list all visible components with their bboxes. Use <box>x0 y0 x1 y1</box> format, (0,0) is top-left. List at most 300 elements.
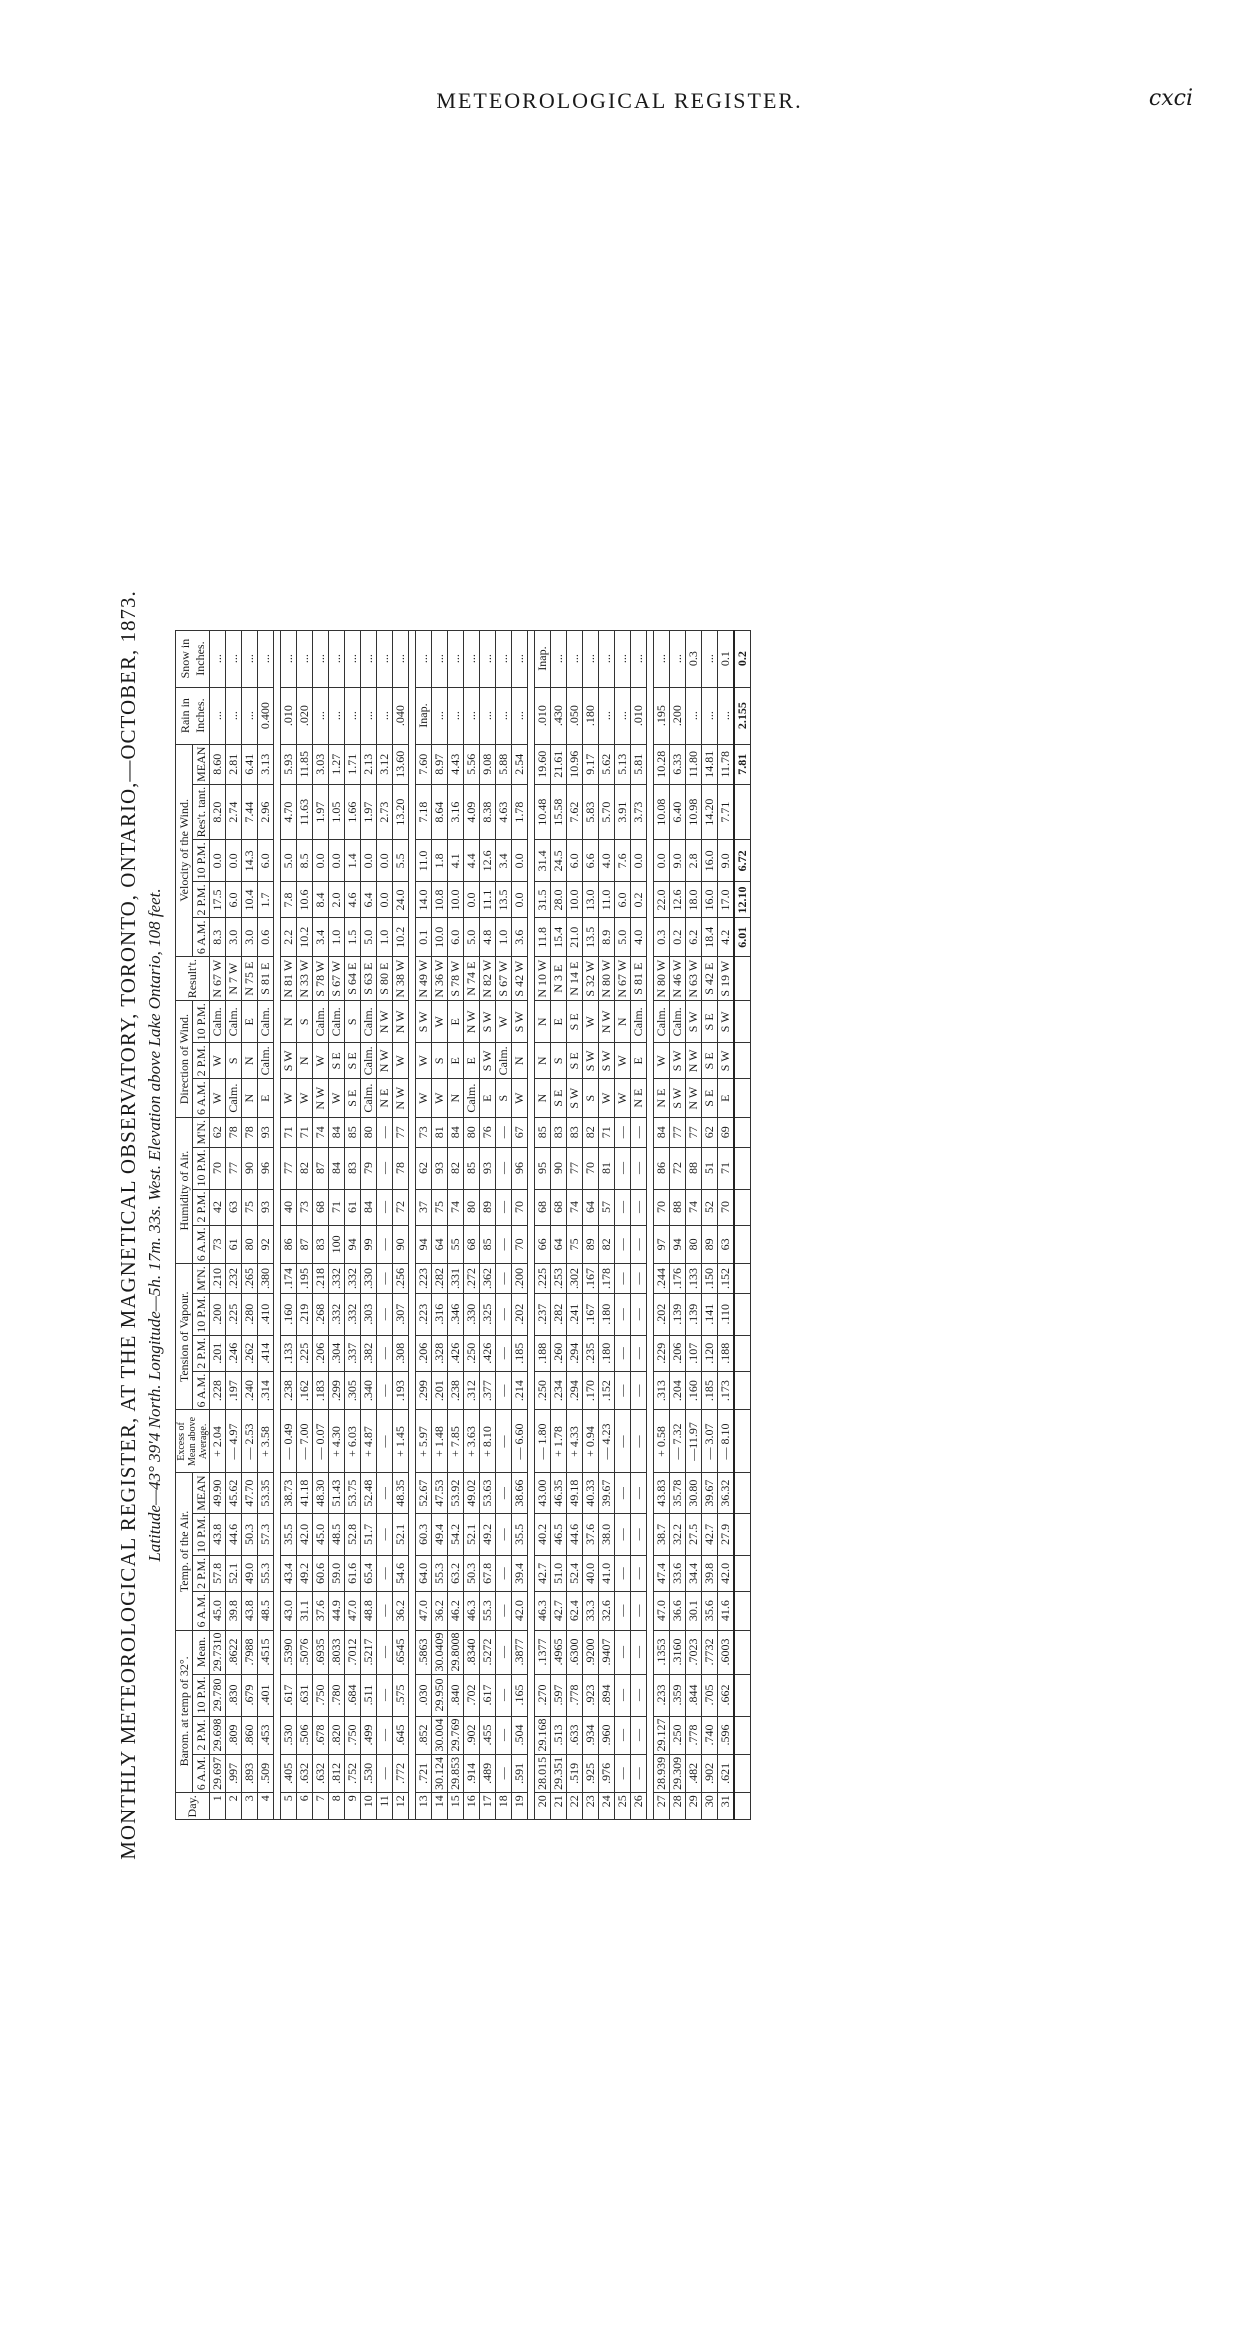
table-row <box>297 630 313 1820</box>
velocity-cell: 2.2 <box>281 918 297 957</box>
velocity-cell: 14.20 <box>702 784 718 840</box>
temp-cell: 52.1 <box>393 1513 409 1555</box>
velocity-cell: 7.6 <box>615 840 631 882</box>
resultant-cell: N 75 E <box>242 957 258 1001</box>
direction-cell: S <box>432 1043 448 1079</box>
barom-cell: .591 <box>512 1754 528 1793</box>
temp-cell: — <box>615 1591 631 1630</box>
resultant-cell: N 74 E <box>464 957 480 1001</box>
temp-cell: 43.8 <box>210 1513 226 1555</box>
humidity-cell: 70 <box>512 1225 528 1264</box>
humidity-cell: 71 <box>329 1189 345 1225</box>
velocity-cell: 10.28 <box>654 744 670 784</box>
snow-cell: ... <box>464 630 480 687</box>
vapour-cell: — <box>615 1293 631 1335</box>
temp-cell: 41.6 <box>718 1591 735 1630</box>
velocity-subheader: 10 P.M. <box>193 840 210 882</box>
barom-cell: .820 <box>329 1716 345 1754</box>
temp-cell: 48.8 <box>361 1591 377 1630</box>
barom-cell: .812 <box>329 1754 345 1793</box>
direction-cell: N W <box>599 1001 615 1043</box>
velocity-cell: 11.85 <box>297 744 313 784</box>
direction-cell: E <box>480 1079 496 1118</box>
snow-cell: ... <box>345 630 361 687</box>
temp-cell: 39.8 <box>702 1555 718 1591</box>
snow-cell: ... <box>393 630 409 687</box>
resultant-cell: S 67 W <box>329 957 345 1001</box>
direction-cell: S E <box>702 1043 718 1079</box>
direction-cell: N <box>297 1043 313 1079</box>
humidity-cell: — <box>631 1189 647 1225</box>
barom-cell: 29.697 <box>210 1754 226 1793</box>
velocity-subheader: MEAN <box>193 744 210 784</box>
direction-cell: E <box>242 1001 258 1043</box>
snow-cell: ... <box>377 630 393 687</box>
temp-cell: 35.6 <box>702 1591 718 1630</box>
vapour-subheader: 10 P.M. <box>193 1293 210 1335</box>
velocity-cell: 5.83 <box>583 784 599 840</box>
velocity-cell: 21.0 <box>567 918 583 957</box>
week-separator <box>274 630 281 1820</box>
direction-cell: N <box>242 1079 258 1118</box>
barom-cell: .6935 <box>313 1630 329 1674</box>
rain-cell: ... <box>718 687 735 744</box>
direction-cell: Calm. <box>670 1001 686 1043</box>
barom-cell: .453 <box>258 1716 274 1754</box>
temp-cell: 43.8 <box>242 1591 258 1630</box>
humidity-subheader: 10 P.M. <box>193 1147 210 1189</box>
temp-cell: 50.3 <box>464 1555 480 1591</box>
humidity-cell: 100 <box>329 1225 345 1264</box>
humidity-cell: — <box>631 1147 647 1189</box>
snow-cell: Inap. <box>535 630 551 687</box>
vapour-subheader: 2 P.M. <box>193 1335 210 1371</box>
barom-cell: .752 <box>345 1754 361 1793</box>
velocity-cell: 7.44 <box>242 784 258 840</box>
snow-cell: ... <box>567 630 583 687</box>
temp-subheader: 10 P.M. <box>193 1513 210 1555</box>
temp-cell: 36.2 <box>432 1591 448 1630</box>
velocity-cell: 7.62 <box>567 784 583 840</box>
resultant-cell: S 63 E <box>361 957 377 1001</box>
velocity-cell: 10.98 <box>686 784 702 840</box>
snow-total-cell: 0.2 <box>734 630 751 687</box>
rain-cell: ... <box>226 687 242 744</box>
velocity-cell: 8.38 <box>480 784 496 840</box>
barom-cell: .645 <box>393 1716 409 1754</box>
velocity-cell: 10.08 <box>654 784 670 840</box>
temp-subheader: 2 P.M. <box>193 1555 210 1591</box>
vapour-cell: .265 <box>242 1264 258 1294</box>
temp-cell: 43.00 <box>535 1473 551 1513</box>
humidity-cell: 70 <box>512 1189 528 1225</box>
humidity-cell: 77 <box>226 1147 242 1189</box>
barom-cell: .684 <box>345 1674 361 1716</box>
temp-cell: 38.0 <box>599 1513 615 1555</box>
table-row <box>718 630 735 1820</box>
vapour-header: Tension of Vapour. <box>176 1264 193 1410</box>
temp-cell: 35.5 <box>512 1513 528 1555</box>
temp-cell: 48.35 <box>393 1473 409 1513</box>
direction-cell: S W <box>480 1043 496 1079</box>
direction-cell: S W <box>686 1001 702 1043</box>
table-row <box>631 630 647 1820</box>
humidity-cell: 94 <box>416 1225 432 1264</box>
humidity-cell: 62 <box>210 1118 226 1148</box>
temp-cell: 45.62 <box>226 1473 242 1513</box>
vapour-cell: .225 <box>535 1264 551 1294</box>
barom-cell: .830 <box>226 1674 242 1716</box>
temp-cell: 40.0 <box>583 1555 599 1591</box>
vapour-cell: .223 <box>416 1264 432 1294</box>
humidity-cell: 86 <box>281 1225 297 1264</box>
temp-cell: 49.4 <box>432 1513 448 1555</box>
direction-cell: N <box>615 1001 631 1043</box>
temp-cell: 57.3 <box>258 1513 274 1555</box>
velocity-cell: 13.60 <box>393 744 409 784</box>
barom-cell: — <box>496 1674 512 1716</box>
humidity-cell: 97 <box>654 1225 670 1264</box>
temp-cell: 53.35 <box>258 1473 274 1513</box>
barom-cell: 29.769 <box>448 1716 464 1754</box>
velocity-cell: 12.6 <box>480 840 496 882</box>
table-row <box>393 630 409 1820</box>
velocity-cell: 1.8 <box>432 840 448 882</box>
humidity-cell: 95 <box>535 1147 551 1189</box>
humidity-cell: — <box>615 1189 631 1225</box>
resultant-cell: S 78 W <box>313 957 329 1001</box>
excess-cell: — 3.07 <box>702 1410 718 1473</box>
temp-cell: 55.3 <box>432 1555 448 1591</box>
rotated-table-frame <box>110 150 1170 2300</box>
snow-cell: ... <box>496 630 512 687</box>
vapour-cell: — <box>377 1371 393 1410</box>
day-cell: 5 <box>281 1793 297 1820</box>
temp-cell: 67.8 <box>480 1555 496 1591</box>
vapour-cell: .244 <box>654 1264 670 1294</box>
resultant-cell: N 14 E <box>567 957 583 1001</box>
vapour-cell: — <box>631 1371 647 1410</box>
barom-cell: .3160 <box>670 1630 686 1674</box>
humidity-subheader: 6 A.M. <box>193 1225 210 1264</box>
direction-cell: S <box>496 1079 512 1118</box>
direction-cell: S W <box>670 1043 686 1079</box>
velocity-cell: 1.97 <box>361 784 377 840</box>
humidity-cell: 78 <box>226 1118 242 1148</box>
barom-cell: .960 <box>599 1716 615 1754</box>
temp-cell: 47.70 <box>242 1473 258 1513</box>
direction-cell: S W <box>281 1043 297 1079</box>
barom-cell: 30.004 <box>432 1716 448 1754</box>
temp-cell: — <box>615 1473 631 1513</box>
temp-cell: 46.35 <box>551 1473 567 1513</box>
humidity-cell: 64 <box>583 1189 599 1225</box>
temp-cell: 38.73 <box>281 1473 297 1513</box>
humidity-cell: 71 <box>718 1147 735 1189</box>
humidity-cell: 94 <box>345 1225 361 1264</box>
resultant-cell: N 3 E <box>551 957 567 1001</box>
vapour-cell: .316 <box>432 1293 448 1335</box>
temp-cell: — <box>377 1513 393 1555</box>
vapour-cell: .167 <box>583 1293 599 1335</box>
rain-cell: ... <box>599 687 615 744</box>
resultant-cell: N 82 W <box>480 957 496 1001</box>
direction-cell: S <box>583 1079 599 1118</box>
vapour-cell: .202 <box>512 1293 528 1335</box>
direction-cell: Calm. <box>361 1043 377 1079</box>
velocity-cell: 8.97 <box>432 744 448 784</box>
velocity-cell: 1.27 <box>329 744 345 784</box>
velocity-cell: 5.5 <box>393 840 409 882</box>
table-row <box>670 630 686 1820</box>
register-table <box>175 630 751 1821</box>
humidity-cell: — <box>615 1118 631 1148</box>
velocity-cell: 3.0 <box>242 918 258 957</box>
day-cell: 3 <box>242 1793 258 1820</box>
day-cell: 2 <box>226 1793 242 1820</box>
barom-cell: .596 <box>718 1716 735 1754</box>
direction-mean-cell <box>734 1001 751 1043</box>
excess-cell: — 8.10 <box>718 1410 735 1473</box>
velocity-cell: 13.0 <box>583 882 599 918</box>
means-label-cell <box>734 1793 751 1820</box>
excess-cell: —11.97 <box>686 1410 702 1473</box>
temp-cell: 34.4 <box>686 1555 702 1591</box>
direction-header: Direction of Wind. <box>176 1001 193 1118</box>
vapour-cell: .332 <box>345 1293 361 1335</box>
humidity-cell: — <box>631 1118 647 1148</box>
snow-cell: ... <box>448 630 464 687</box>
vapour-cell: .304 <box>329 1335 345 1371</box>
velocity-cell: 11.80 <box>686 744 702 784</box>
vapour-mean-cell <box>734 1371 751 1410</box>
humidity-cell: 75 <box>242 1189 258 1225</box>
table-row <box>258 630 274 1820</box>
velocity-cell: 19.60 <box>535 744 551 784</box>
register-title: MONTHLY METEOROLOGICAL REGISTER, AT THE MAGNETICAL OBSERVATORY, TORONTO, ONTARIO,—OCTOBER, 1873. <box>116 590 140 1860</box>
barom-cell: .750 <box>313 1674 329 1716</box>
excess-cell: — <box>615 1410 631 1473</box>
barom-cell: .7023 <box>686 1630 702 1674</box>
barom-cell: 28.015 <box>535 1754 551 1793</box>
excess-cell: — 4.23 <box>599 1410 615 1473</box>
humidity-cell: 82 <box>297 1147 313 1189</box>
velocity-cell: 3.12 <box>377 744 393 784</box>
barom-cell: .455 <box>480 1716 496 1754</box>
temp-cell: 49.90 <box>210 1473 226 1513</box>
day-cell: 7 <box>313 1793 329 1820</box>
temp-header: Temp. of the Air. <box>176 1473 193 1630</box>
separator-cell <box>274 630 281 1820</box>
humidity-subheader: 2 P.M. <box>193 1189 210 1225</box>
vapour-cell: .414 <box>258 1335 274 1371</box>
humidity-cell: 83 <box>345 1147 361 1189</box>
velocity-cell: 4.70 <box>281 784 297 840</box>
rain-cell: .200 <box>670 687 686 744</box>
vapour-cell: .206 <box>670 1335 686 1371</box>
snow-cell: ... <box>512 630 528 687</box>
barom-cell: .482 <box>686 1754 702 1793</box>
velocity-mean-cell: 12.10 <box>734 882 751 918</box>
barom-cell: — <box>496 1754 512 1793</box>
velocity-cell: 5.13 <box>615 744 631 784</box>
barom-cell: .5863 <box>416 1630 432 1674</box>
velocity-cell: 3.4 <box>496 840 512 882</box>
excess-cell: + 8.10 <box>480 1410 496 1473</box>
day-cell: 17 <box>480 1793 496 1820</box>
barom-cell: .679 <box>242 1674 258 1716</box>
direction-cell: E <box>258 1079 274 1118</box>
humidity-cell: 83 <box>567 1118 583 1148</box>
direction-cell: S W <box>599 1043 615 1079</box>
vapour-cell: .232 <box>226 1264 242 1294</box>
velocity-cell: 14.0 <box>416 882 432 918</box>
vapour-cell: .280 <box>242 1293 258 1335</box>
day-header: Day. <box>176 1793 210 1820</box>
velocity-cell: 3.91 <box>615 784 631 840</box>
direction-cell: E <box>631 1043 647 1079</box>
barom-cell: — <box>377 1630 393 1674</box>
day-cell: 23 <box>583 1793 599 1820</box>
vapour-cell: .210 <box>210 1264 226 1294</box>
rain-cell: .180 <box>583 687 599 744</box>
barom-mean-cell <box>734 1754 751 1793</box>
register-body <box>210 630 751 1820</box>
direction-cell: N E <box>377 1079 393 1118</box>
temp-subheader: MEAN <box>193 1473 210 1513</box>
excess-cell: + 4.33 <box>567 1410 583 1473</box>
vapour-cell: .183 <box>313 1371 329 1410</box>
humidity-cell: 77 <box>670 1118 686 1148</box>
day-cell: 6 <box>297 1793 313 1820</box>
excess-cell: — 6.60 <box>512 1410 528 1473</box>
velocity-cell: 1.0 <box>329 918 345 957</box>
humidity-cell: 61 <box>226 1225 242 1264</box>
velocity-cell: 2.54 <box>512 744 528 784</box>
humidity-cell: — <box>377 1118 393 1148</box>
direction-cell: E <box>718 1079 735 1118</box>
resultant-cell: N 36 W <box>432 957 448 1001</box>
barom-cell: .9200 <box>583 1630 599 1674</box>
barom-cell: .662 <box>718 1674 735 1716</box>
vapour-cell: .380 <box>258 1264 274 1294</box>
vapour-cell: .201 <box>210 1335 226 1371</box>
direction-cell: S W <box>718 1001 735 1043</box>
velocity-cell: 0.0 <box>654 840 670 882</box>
velocity-cell: 4.09 <box>464 784 480 840</box>
temp-mean-cell <box>734 1513 751 1555</box>
direction-cell: W <box>615 1079 631 1118</box>
temp-cell: 52.4 <box>567 1555 583 1591</box>
velocity-cell: 7.71 <box>718 784 735 840</box>
humidity-cell: 68 <box>535 1189 551 1225</box>
resultant-cell: N 7 W <box>226 957 242 1001</box>
humidity-cell: 82 <box>599 1225 615 1264</box>
humidity-cell: 40 <box>281 1189 297 1225</box>
temp-cell: 46.5 <box>551 1513 567 1555</box>
direction-cell: S W <box>583 1043 599 1079</box>
temp-cell: 55.3 <box>480 1591 496 1630</box>
direction-cell: W <box>416 1043 432 1079</box>
humidity-cell: 89 <box>702 1225 718 1264</box>
rain-cell: ... <box>448 687 464 744</box>
velocity-cell: 8.20 <box>210 784 226 840</box>
humidity-cell: 73 <box>210 1225 226 1264</box>
humidity-cell: 68 <box>313 1189 329 1225</box>
temp-cell: 52.1 <box>226 1555 242 1591</box>
velocity-mean-cell: 6.72 <box>734 840 751 882</box>
vapour-cell: .307 <box>393 1293 409 1335</box>
vapour-cell: .174 <box>281 1264 297 1294</box>
temp-cell: 48.5 <box>258 1591 274 1630</box>
barom-cell: .7732 <box>702 1630 718 1674</box>
velocity-cell: 31.5 <box>535 882 551 918</box>
temp-cell: 42.7 <box>535 1555 551 1591</box>
humidity-cell: 74 <box>448 1189 464 1225</box>
humidity-cell: 93 <box>480 1147 496 1189</box>
velocity-cell: 6.0 <box>258 840 274 882</box>
vapour-cell: .294 <box>567 1335 583 1371</box>
vapour-cell: .180 <box>599 1293 615 1335</box>
direction-cell: Calm. <box>226 1001 242 1043</box>
day-cell: 19 <box>512 1793 528 1820</box>
direction-cell: Calm. <box>258 1043 274 1079</box>
temp-cell: 32.2 <box>670 1513 686 1555</box>
day-cell: 12 <box>393 1793 409 1820</box>
barom-cell: .8622 <box>226 1630 242 1674</box>
humidity-cell: 72 <box>670 1147 686 1189</box>
humidity-cell: 88 <box>670 1189 686 1225</box>
temp-cell: 42.0 <box>718 1555 735 1591</box>
temp-cell: 35.78 <box>670 1473 686 1513</box>
direction-cell: Calm. <box>654 1001 670 1043</box>
temp-cell: 52.1 <box>464 1513 480 1555</box>
rain-cell: ... <box>496 687 512 744</box>
barom-cell: .934 <box>583 1716 599 1754</box>
vapour-cell: .234 <box>551 1371 567 1410</box>
temp-cell: 53.63 <box>480 1473 496 1513</box>
week-separator <box>528 630 535 1820</box>
snow-cell: 0.3 <box>686 630 702 687</box>
vapour-cell: .330 <box>464 1293 480 1335</box>
table-row <box>242 630 258 1820</box>
direction-cell: W <box>599 1079 615 1118</box>
velocity-cell: 24.5 <box>551 840 567 882</box>
direction-cell: Calm. <box>361 1001 377 1043</box>
temp-cell: 60.6 <box>313 1555 329 1591</box>
direction-cell: S <box>551 1043 567 1079</box>
vapour-cell: .219 <box>297 1293 313 1335</box>
vapour-cell: .246 <box>226 1335 242 1371</box>
direction-cell: S E <box>702 1001 718 1043</box>
temp-cell: 27.5 <box>686 1513 702 1555</box>
day-cell: 15 <box>448 1793 464 1820</box>
barom-cell: .250 <box>670 1716 686 1754</box>
velocity-cell: 0.6 <box>258 918 274 957</box>
humidity-cell: 84 <box>448 1118 464 1148</box>
rain-cell: .010 <box>535 687 551 744</box>
table-row <box>654 630 670 1820</box>
excess-cell: + 0.58 <box>654 1410 670 1473</box>
temp-cell: 43.0 <box>281 1591 297 1630</box>
snow-cell: ... <box>670 630 686 687</box>
temp-cell: 45.0 <box>313 1513 329 1555</box>
vapour-cell: .312 <box>464 1371 480 1410</box>
humidity-cell: — <box>377 1147 393 1189</box>
day-cell: 16 <box>464 1793 480 1820</box>
velocity-cell: 0.0 <box>377 882 393 918</box>
temp-cell: 42.7 <box>702 1513 718 1555</box>
